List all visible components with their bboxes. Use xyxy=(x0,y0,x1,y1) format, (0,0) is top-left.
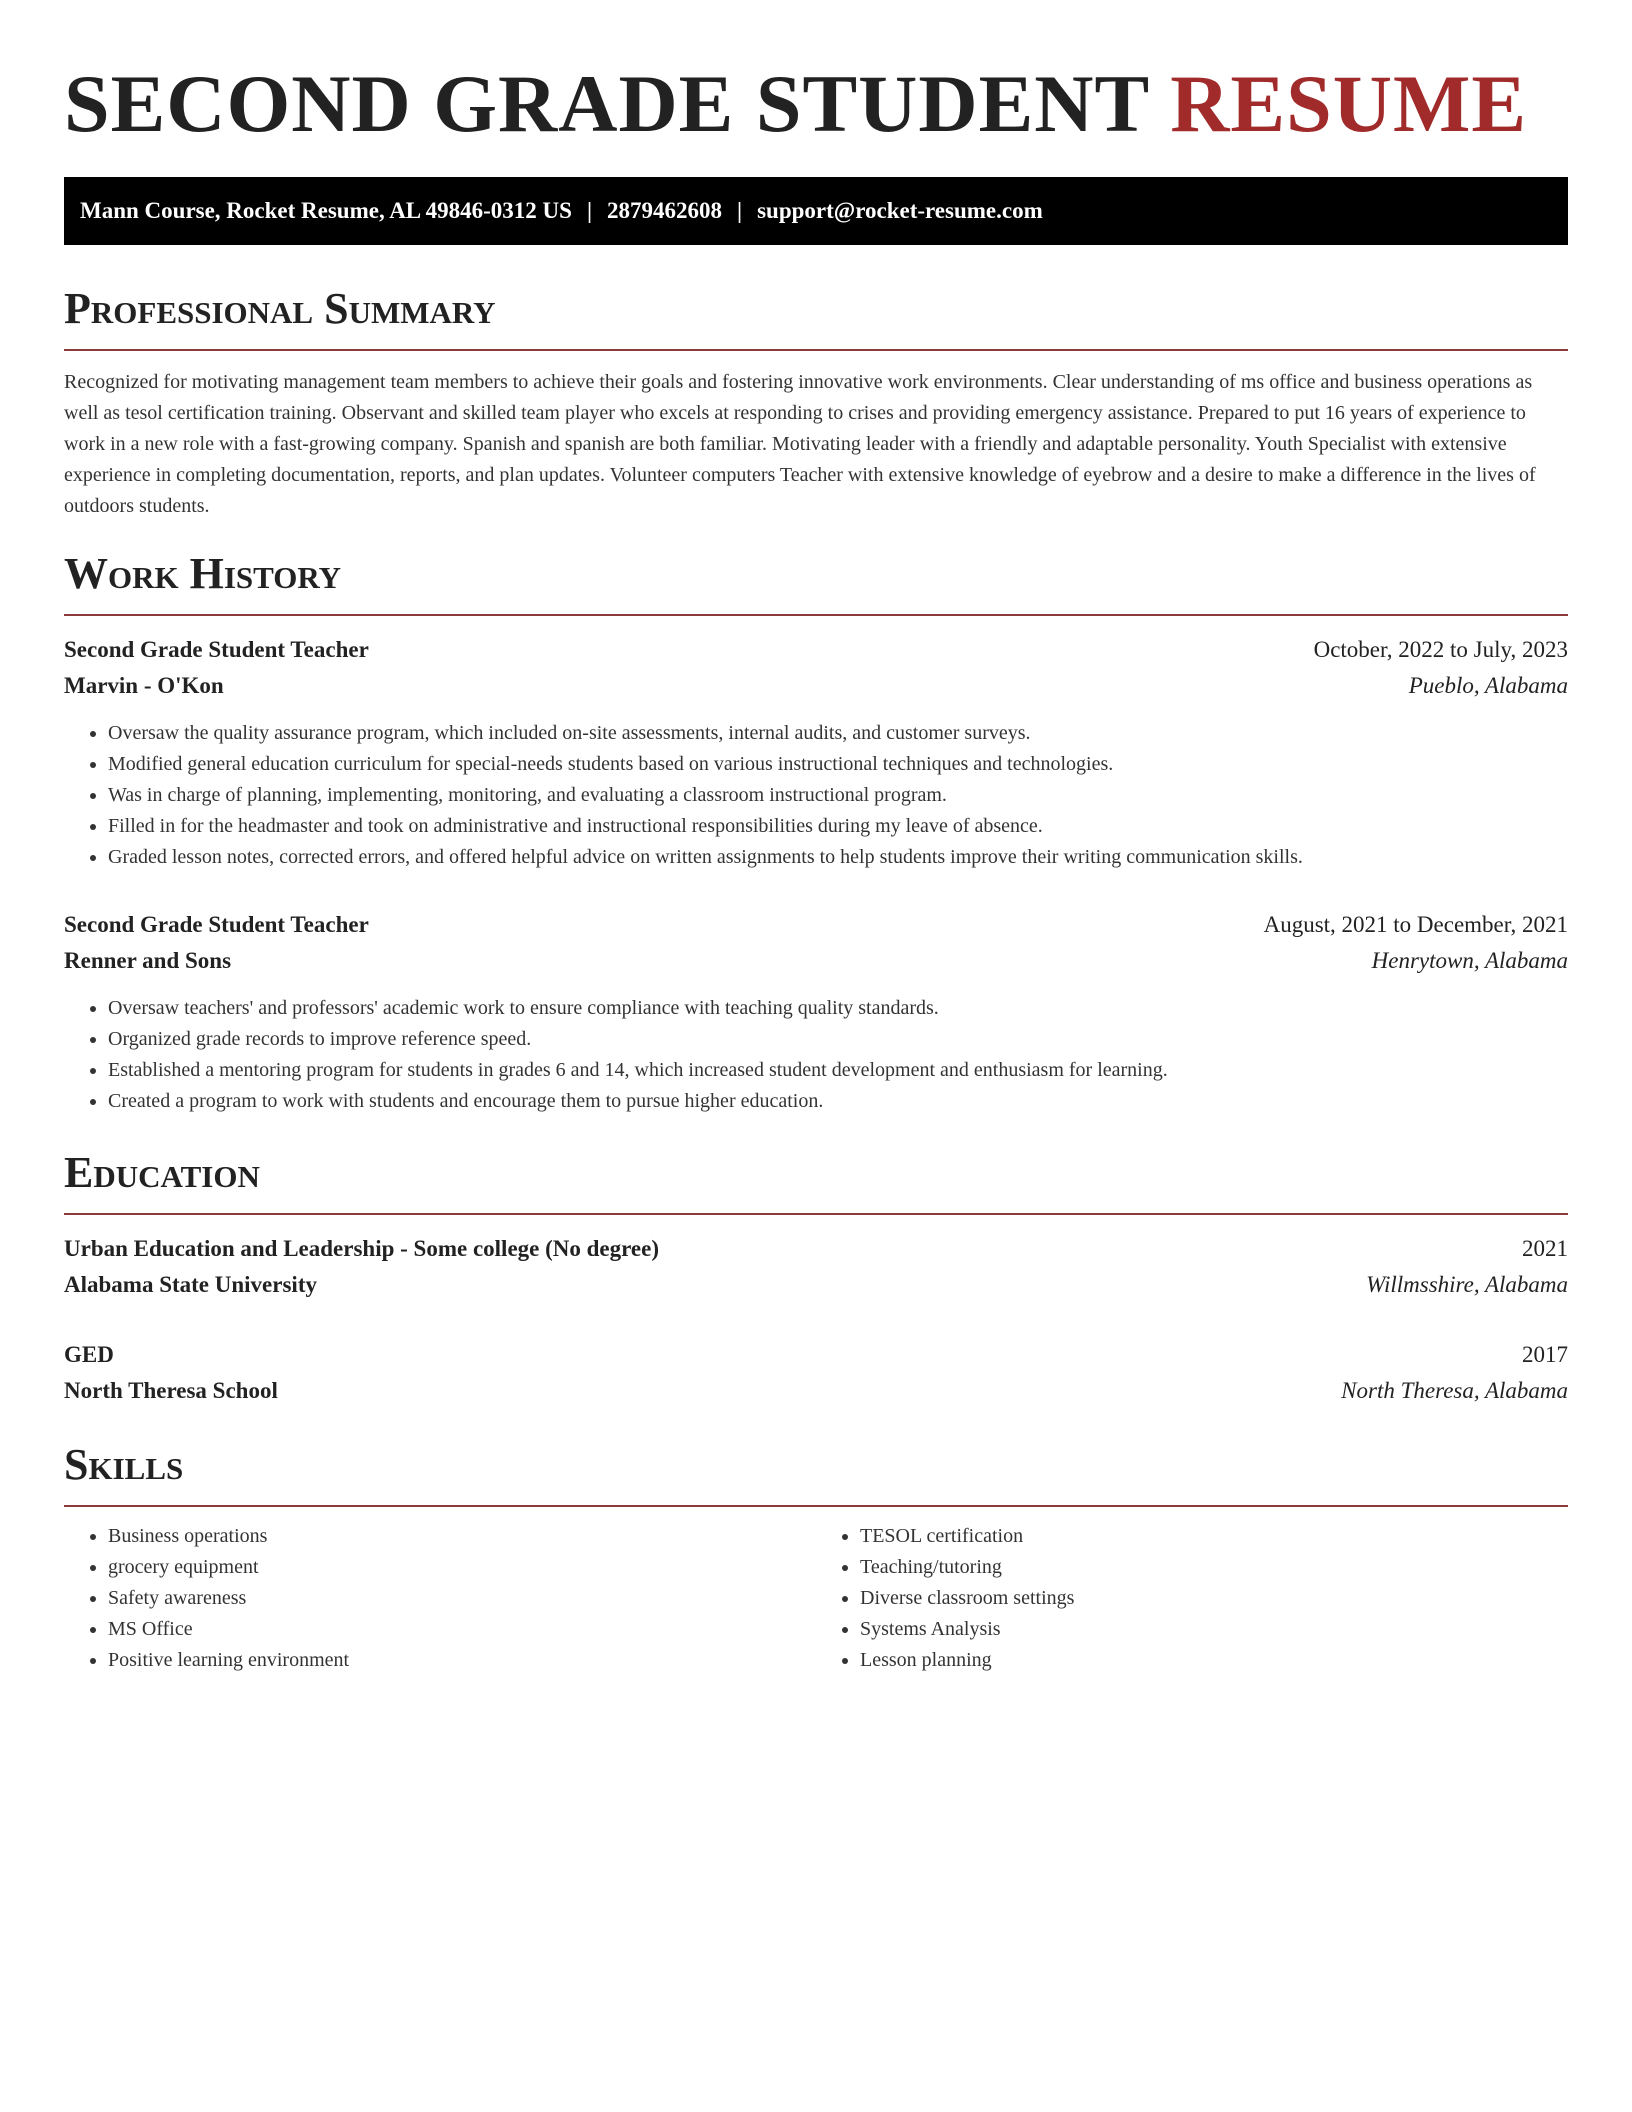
skill-item: • Business operations xyxy=(108,1521,816,1552)
education-degree: Urban Education and Leadership - Some college (No degree) xyxy=(64,1236,660,1261)
contact-email[interactable]: support@rocket-resume.com xyxy=(757,198,1043,223)
contact-separator: | xyxy=(737,198,743,223)
skills-list xyxy=(64,1521,816,1676)
summary-text: Recognized for motivating management team members to achieve their goals and fostering innovative work environments. Clear understanding of ms office and business operations as well as tesol certification training. Observant and skilled team player who excels at responding to crises and providing emergency assistance. Prepared to put 16 years of experience to work in a new role with a fast-growing company. Spanish and spanish are both familiar. Motivating leader with a friendly and adaptable personality. Youth Specialist with extensive experience in completing documentation, reports, and plan updates. Volunteer computers Teacher with extensive knowledge of eyebrow and a desire to make a difference in the lives of outdoors students. xyxy=(64,371,1536,517)
education-school: North Theresa School xyxy=(64,1378,278,1403)
education-school-row xyxy=(64,1373,1568,1409)
section-heading-skills: Skills xyxy=(64,1440,184,1489)
job-bullet: • Filled in for the headmaster and took on administrative and instructional responsibilities during my leave of absence. xyxy=(108,811,1568,842)
skills-section xyxy=(64,1437,1568,1676)
education-location: North Theresa, Alabama xyxy=(1341,1378,1568,1403)
contact-phone[interactable]: 2879462608 xyxy=(607,198,723,223)
education-location: Willmsshire, Alabama xyxy=(1366,1272,1568,1297)
section-divider xyxy=(64,1213,1568,1215)
title-main: SECOND GRADE STUDENT xyxy=(64,58,1149,149)
job-company: Renner and Sons xyxy=(64,948,232,973)
education-degree: GED xyxy=(64,1342,114,1367)
section-heading-summary: Professional Summary xyxy=(64,284,496,333)
job-dates: October, 2022 to July, 2023 xyxy=(1313,637,1568,662)
education-entry xyxy=(64,1231,1568,1303)
work-history-section xyxy=(64,546,1568,1117)
skill-item: • Positive learning environment xyxy=(108,1645,816,1676)
job-bullet: • Was in charge of planning, implementing, monitoring, and evaluating a classroom instructional program. xyxy=(108,780,1568,811)
section-heading-work: Work History xyxy=(64,549,342,598)
contact-address: Mann Course, Rocket Resume, AL 49846-0312 US xyxy=(80,198,572,223)
skill-item: • MS Office xyxy=(108,1614,816,1645)
resume-title xyxy=(64,0,1568,150)
job-bullet: • Modified general education curriculum for special-needs students based on various instructional techniques and technologies. xyxy=(108,749,1568,780)
professional-summary-section xyxy=(64,281,1568,522)
skill-item: • TESOL certification xyxy=(860,1521,1568,1552)
education-section xyxy=(64,1145,1568,1409)
job-location: Henrytown, Alabama xyxy=(1371,948,1568,973)
skill-item: • Systems Analysis xyxy=(860,1614,1568,1645)
title-accent: RESUME xyxy=(1170,58,1528,149)
job-title: Second Grade Student Teacher xyxy=(64,912,369,937)
job-bullet: • Oversaw teachers' and professors' academic work to ensure compliance with teaching quality standards. xyxy=(108,993,1568,1024)
job-header-row xyxy=(64,632,1568,668)
job-title: Second Grade Student Teacher xyxy=(64,637,369,662)
skills-column-right xyxy=(816,1521,1568,1676)
skill-item: • Safety awareness xyxy=(108,1583,816,1614)
education-year: 2021 xyxy=(1522,1236,1568,1261)
job-bullet: • Oversaw the quality assurance program, which included on-site assessments, internal audits, and customer surveys. xyxy=(108,718,1568,749)
education-header-row xyxy=(64,1337,1568,1373)
job-company: Marvin - O'Kon xyxy=(64,673,224,698)
job-bullet: • Graded lesson notes, corrected errors, and offered helpful advice on written assignments to help students improve their writing communication skills. xyxy=(108,842,1568,873)
skill-item: • Diverse classroom settings xyxy=(860,1583,1568,1614)
education-school-row xyxy=(64,1267,1568,1303)
section-heading-education: Education xyxy=(64,1148,260,1197)
section-divider xyxy=(64,614,1568,616)
skills-grid xyxy=(64,1521,1568,1676)
job-entry xyxy=(64,632,1568,873)
job-entry xyxy=(64,907,1568,1117)
contact-bar xyxy=(64,177,1568,245)
job-dates: August, 2021 to December, 2021 xyxy=(1263,912,1568,937)
education-school: Alabama State University xyxy=(64,1272,317,1297)
skill-item: • Lesson planning xyxy=(860,1645,1568,1676)
contact-separator: | xyxy=(586,198,593,223)
education-header-row xyxy=(64,1231,1568,1267)
section-divider xyxy=(64,1505,1568,1507)
job-company-row xyxy=(64,668,1568,704)
job-bullet: • Organized grade records to improve reference speed. xyxy=(108,1024,1568,1055)
skills-column-left xyxy=(64,1521,816,1676)
education-entry xyxy=(64,1337,1568,1409)
skill-item: • grocery equipment xyxy=(108,1552,816,1583)
job-bullets xyxy=(64,718,1568,873)
skills-list xyxy=(816,1521,1568,1676)
job-location: Pueblo, Alabama xyxy=(1408,673,1568,698)
job-bullet: • Established a mentoring program for students in grades 6 and 14, which increased student development and enthusiasm for learning. xyxy=(108,1055,1568,1086)
job-bullet: • Created a program to work with students and encourage them to pursue higher education. xyxy=(108,1086,1568,1117)
education-year: 2017 xyxy=(1522,1342,1568,1367)
skill-item: • Teaching/tutoring xyxy=(860,1552,1568,1583)
job-header-row xyxy=(64,907,1568,943)
job-bullets xyxy=(64,993,1568,1117)
section-divider xyxy=(64,349,1568,351)
job-company-row xyxy=(64,943,1568,979)
